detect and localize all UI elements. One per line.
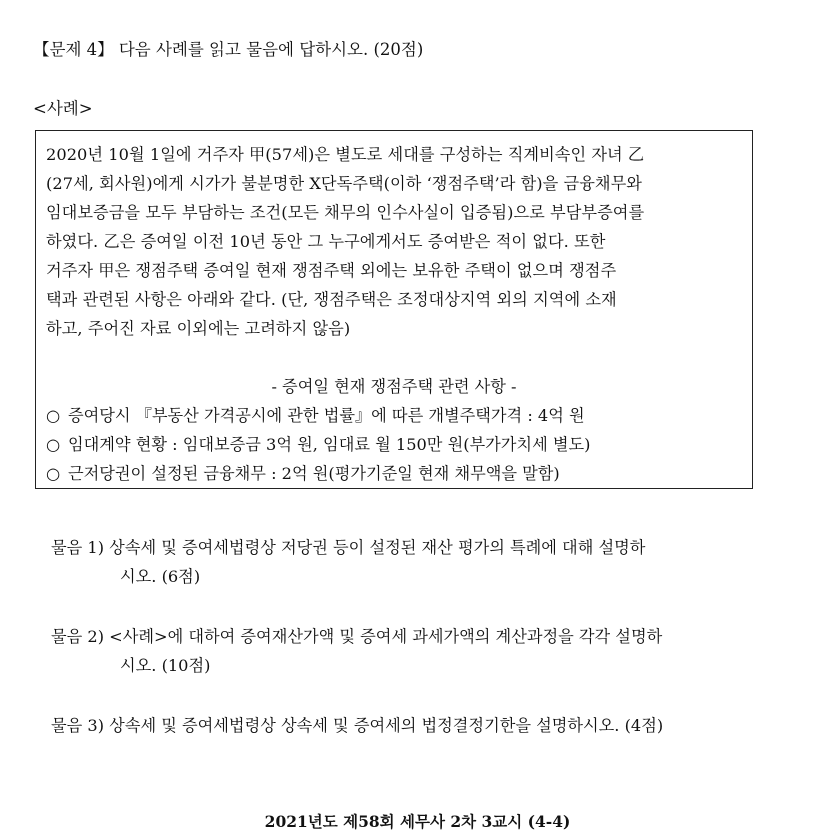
detail-item-text: 근저당권이 설정된 금융채무 : 2억 원(평가기준일 현재 채무액을 말함)	[68, 464, 560, 483]
case-paragraph-line: 임대보증금을 모두 부담하는 조건(모든 채무의 인수사실이 입증됨)으로 부담부증여를	[46, 203, 645, 222]
problem-title: 【문제 4】 다음 사례를 읽고 물음에 답하시오. (20점)	[33, 40, 424, 59]
question-1-line-1: 물음 1) 상속세 및 증여세법령상 저당권 등이 설정된 재산 평가의 특례에 대해 설명하	[51, 538, 646, 557]
page-footer: 2021년도 제58회 세무사 2차 3교시 (4-4)	[264, 812, 571, 831]
case-paragraph-line: (27세, 회사원)에게 시가가 불분명한 X단독주택(이하 ‘쟁점주택’라 함)을 금융채무와	[46, 174, 642, 193]
question-2-line-2: 시오. (10점)	[120, 656, 211, 675]
detail-item	[46, 460, 560, 484]
case-heading: <사례>	[33, 99, 93, 118]
case-paragraph-line: 거주자 甲은 쟁점주택 증여일 현재 쟁점주택 외에는 보유한 주택이 없으며 쟁점주	[46, 261, 617, 280]
case-paragraph-line: 2020년 10월 1일에 거주자 甲(57세)은 별도로 세대를 구성하는 직계비속인 자녀 乙	[46, 145, 645, 164]
detail-item	[46, 431, 590, 455]
detail-item-text: 임대계약 현황 : 임대보증금 3억 원, 임대료 월 150만 원(부가가치세 별도)	[68, 435, 591, 454]
question-3-line-1: 물음 3) 상속세 및 증여세법령상 상속세 및 증여세의 법정결정기한을 설명하시오. (4점)	[51, 716, 664, 735]
details-title: - 증여일 현재 쟁점주택 관련 사항 -	[271, 377, 517, 396]
detail-item-text: 증여당시 『부동산 가격공시에 관한 법률』에 따른 개별주택가격 : 4억 원	[68, 406, 585, 425]
bullet-circle-icon: ○	[46, 406, 61, 425]
question-2-line-1: 물음 2) <사례>에 대하여 증여재산가액 및 증여세 과세가액의 계산과정을 각각 설명하	[51, 627, 663, 646]
bullet-circle-icon: ○	[46, 435, 61, 454]
bullet-circle-icon: ○	[46, 464, 61, 483]
case-box	[35, 130, 753, 489]
case-paragraph-line: 택과 관련된 사항은 아래와 같다. (단, 쟁점주택은 조정대상지역 외의 지역에 소재	[46, 290, 617, 309]
case-paragraph-line: 하였다. 乙은 증여일 이전 10년 동안 그 누구에게서도 증여받은 적이 없다. 또한	[46, 232, 606, 251]
case-paragraph-line: 하고, 주어진 자료 이외에는 고려하지 않음)	[46, 319, 351, 338]
question-1-line-2: 시오. (6점)	[120, 567, 201, 586]
detail-item	[46, 402, 585, 426]
